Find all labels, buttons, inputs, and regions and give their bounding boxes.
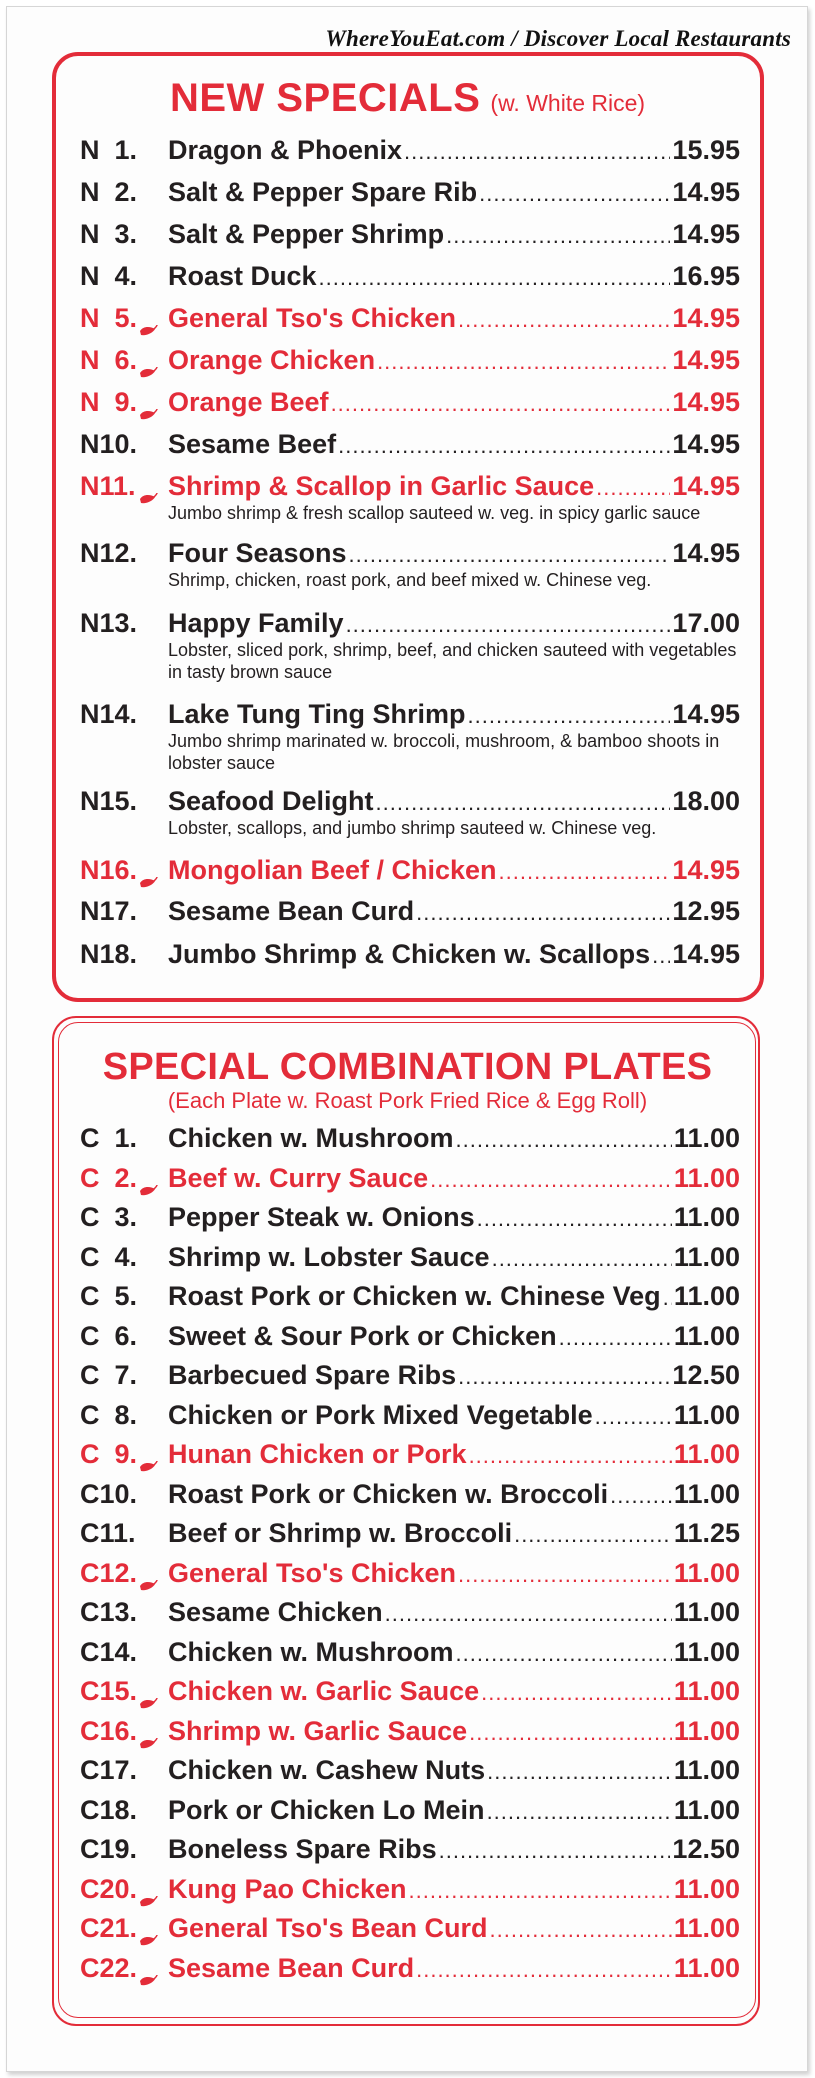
hot-pepper-icon <box>138 1724 158 1738</box>
dot-leader <box>416 895 670 931</box>
item-description: Lobster, scallops, and jumbo shrimp sauteed w. Chinese veg. <box>168 818 657 838</box>
menu-item-row <box>80 258 740 294</box>
menu-item-row <box>80 132 740 168</box>
menu-item-row <box>80 1397 740 1433</box>
item-code: N 5. <box>80 303 138 333</box>
dot-leader <box>346 607 671 643</box>
item-price: 12.50 <box>672 1360 740 1390</box>
item-price: 11.00 <box>673 1636 740 1667</box>
item-line <box>168 605 740 643</box>
item-line <box>168 426 740 464</box>
item-code: C11. <box>80 1518 136 1548</box>
item-name: Pork or Chicken Lo Mein <box>168 1794 485 1825</box>
dot-leader <box>404 134 670 170</box>
item-code: C 8. <box>80 1399 138 1430</box>
item-name: Chicken w. Mushroom <box>168 1123 454 1153</box>
dot-leader <box>469 1438 672 1474</box>
item-name: Boneless Spare Ribs <box>168 1834 437 1864</box>
item-name: Sesame Beef <box>168 429 337 459</box>
item-name: General Tso's Chicken <box>168 1557 457 1588</box>
hot-pepper-icon <box>138 1921 158 1935</box>
item-price: 11.00 <box>673 1794 740 1825</box>
dot-leader <box>487 1794 672 1830</box>
item-price: 11.00 <box>673 1755 740 1785</box>
dot-leader <box>469 1715 672 1751</box>
menu-item-row <box>80 1318 740 1354</box>
menu-item-row <box>80 605 740 641</box>
hot-pepper-icon <box>138 1961 158 1975</box>
dot-leader <box>499 854 671 890</box>
menu-item-row <box>80 1515 740 1551</box>
dot-leader <box>514 1517 672 1553</box>
item-name: Chicken w. Garlic Sauce <box>168 1676 480 1706</box>
dot-leader <box>596 470 670 506</box>
menu-item-row <box>80 1436 740 1472</box>
menu-item-row <box>80 1555 740 1591</box>
dot-leader <box>376 785 671 821</box>
dot-leader <box>652 938 670 974</box>
item-price: 14.95 <box>672 387 740 417</box>
item-code: N 9. <box>80 387 138 417</box>
item-name: Roast Pork or Chicken w. Chinese Veg <box>168 1281 661 1311</box>
item-line <box>168 1792 740 1830</box>
item-price: 11.00 <box>673 1320 740 1351</box>
item-code: N14. <box>80 699 138 729</box>
item-code: C 3. <box>80 1202 138 1232</box>
item-price: 11.00 <box>673 1873 740 1904</box>
item-line <box>168 1278 740 1316</box>
menu-item-row <box>80 1120 740 1156</box>
item-price: 11.00 <box>673 1399 740 1430</box>
item-price: 11.00 <box>673 1281 740 1311</box>
item-price: 14.95 <box>672 219 740 249</box>
item-code: C16. <box>80 1715 138 1746</box>
item-price: 12.50 <box>672 1834 740 1864</box>
dot-leader <box>331 386 671 422</box>
item-code: N16. <box>80 855 138 885</box>
item-name: Mongolian Beef / Chicken <box>168 855 497 885</box>
item-code: C 1. <box>80 1123 138 1153</box>
menu-item-row <box>80 936 740 972</box>
menu-item-row <box>80 1199 740 1235</box>
menu-item-row <box>80 342 740 378</box>
item-description: Shrimp, chicken, roast pork, and beef mixed w. Chinese veg. <box>168 570 652 590</box>
item-name: Roast Duck <box>168 261 317 291</box>
menu-item-row <box>80 1476 740 1512</box>
item-line <box>168 1476 740 1514</box>
item-line <box>168 1910 740 1948</box>
dot-leader <box>439 1833 671 1869</box>
item-name: Orange Beef <box>168 387 329 417</box>
menu-item-row <box>80 300 740 336</box>
menu-item-row <box>80 852 740 888</box>
menu-item-row <box>80 1871 740 1907</box>
item-price: 11.00 <box>673 1439 740 1469</box>
menu-item-row <box>80 1713 740 1749</box>
item-name: Beef w. Curry Sauce <box>168 1162 429 1193</box>
hot-pepper-icon <box>138 1447 158 1461</box>
dot-leader <box>492 1241 672 1277</box>
item-price: 14.95 <box>672 345 740 375</box>
item-price: 14.95 <box>672 303 740 333</box>
item-code: C10. <box>80 1478 138 1509</box>
dot-leader <box>409 1873 672 1909</box>
item-code: C19. <box>80 1834 138 1864</box>
item-name: Chicken w. Mushroom <box>168 1636 454 1667</box>
menu-item-row <box>80 535 740 571</box>
item-name: Sesame Bean Curd <box>168 896 415 926</box>
item-price: 17.00 <box>672 608 740 638</box>
combo-plates-subtitle: (Each Plate w. Roast Pork Fried Rice & Egg Roll) <box>167 1088 648 1113</box>
item-code: C13. <box>80 1597 138 1627</box>
item-price: 11.00 <box>673 1715 740 1746</box>
item-price: 12.95 <box>672 896 740 926</box>
item-name: Sweet & Sour Pork or Chicken <box>168 1320 557 1351</box>
item-price: 11.00 <box>673 1676 740 1706</box>
dot-leader <box>377 344 670 380</box>
item-name: Beef or Shrimp w. Broccoli <box>168 1518 513 1548</box>
menu-item-row <box>80 1950 740 1986</box>
item-description: Lobster, sliced pork, shrimp, beef, and chicken sauteed with vegetables in tasty brown sauce <box>168 640 737 682</box>
dot-leader <box>487 1754 672 1790</box>
item-line <box>168 1318 740 1356</box>
item-price: 14.95 <box>672 429 740 459</box>
item-name: Shrimp w. Lobster Sauce <box>168 1241 490 1272</box>
item-description: Jumbo shrimp & fresh scallop sauteed w. veg. in spicy garlic sauce <box>168 503 701 523</box>
dot-leader <box>338 428 670 464</box>
item-name: Salt & Pepper Spare Rib <box>168 177 478 207</box>
site-header: WhereYouEat.com / Discover Local Restaurants <box>325 26 791 51</box>
item-line <box>168 1752 740 1790</box>
hot-pepper-icon <box>138 353 158 367</box>
item-price: 16.95 <box>672 261 740 291</box>
item-line <box>168 1120 740 1158</box>
dot-leader <box>456 1122 672 1158</box>
menu-item-row <box>80 1278 740 1314</box>
item-line <box>168 936 740 974</box>
item-code: N15. <box>80 786 138 816</box>
item-price: 14.95 <box>672 939 740 969</box>
item-line <box>168 893 740 931</box>
item-name: Kung Pao Chicken <box>168 1873 407 1904</box>
hot-pepper-icon <box>138 395 158 409</box>
item-code: C22. <box>80 1952 138 1983</box>
item-price: 11.25 <box>673 1518 740 1548</box>
item-line <box>168 1160 740 1198</box>
dot-leader <box>610 1478 672 1514</box>
item-price: 11.00 <box>673 1597 740 1627</box>
item-price: 14.95 <box>672 855 740 885</box>
new-specials-subtitle: (w. White Rice) <box>490 90 646 116</box>
item-line <box>168 342 740 380</box>
dot-leader <box>477 1201 672 1237</box>
item-code: C 4. <box>80 1241 138 1272</box>
item-code: N 2. <box>80 177 138 207</box>
dot-leader <box>456 1636 672 1672</box>
dot-leader <box>490 1912 672 1948</box>
dot-leader <box>385 1596 672 1632</box>
new-specials-title <box>0 76 815 121</box>
item-code: C17. <box>80 1755 138 1785</box>
menu-item-row <box>80 1673 740 1709</box>
menu-item-row <box>80 1160 740 1196</box>
menu-item-row <box>80 696 740 732</box>
menu-item-row <box>80 1831 740 1867</box>
item-line <box>168 1950 740 1988</box>
item-code: N 4. <box>80 261 138 291</box>
item-price: 11.00 <box>673 1913 740 1943</box>
item-code: N11. <box>80 471 136 501</box>
dot-leader <box>559 1320 672 1356</box>
menu-item-row <box>80 216 740 252</box>
menu-item-row <box>80 1634 740 1670</box>
item-price: 14.95 <box>672 177 740 207</box>
item-name: Shrimp w. Garlic Sauce <box>168 1715 468 1746</box>
item-code: N10. <box>80 429 138 459</box>
menu-item-row <box>80 1357 740 1393</box>
item-line <box>168 132 740 170</box>
item-code: N 3. <box>80 219 138 249</box>
item-line <box>168 1555 740 1593</box>
item-code: N18. <box>80 939 138 969</box>
item-code: C20. <box>80 1873 138 1904</box>
item-code: N17. <box>80 896 138 926</box>
item-price: 11.00 <box>673 1123 740 1153</box>
item-line <box>168 300 740 338</box>
item-name: Chicken or Pork Mixed Vegetable <box>168 1399 593 1430</box>
item-code: C 9. <box>80 1439 138 1469</box>
item-description: Jumbo shrimp marinated w. broccoli, mushroom, & bamboo shoots in lobster sauce <box>168 731 720 773</box>
item-line <box>168 1199 740 1237</box>
hot-pepper-icon <box>138 863 158 877</box>
dot-leader <box>458 1557 672 1593</box>
item-code: C 5. <box>80 1281 138 1311</box>
menu-item-row <box>80 783 740 819</box>
dot-leader <box>430 1162 672 1198</box>
item-line <box>168 1397 740 1435</box>
item-code: N13. <box>80 608 138 638</box>
menu-item-row <box>80 1752 740 1788</box>
item-code: C14. <box>80 1636 138 1667</box>
item-name: Four Seasons <box>168 538 347 568</box>
item-price: 11.00 <box>673 1952 740 1983</box>
item-line <box>168 1871 740 1909</box>
item-name: Roast Pork or Chicken w. Broccoli <box>168 1478 609 1509</box>
menu-item-row <box>80 893 740 929</box>
item-price: 18.00 <box>672 786 740 816</box>
dot-leader <box>458 1359 670 1395</box>
item-line <box>168 174 740 212</box>
item-name: Seafood Delight <box>168 786 374 816</box>
item-price: 11.00 <box>673 1557 740 1588</box>
item-price: 11.00 <box>673 1478 740 1509</box>
item-price: 11.00 <box>673 1162 740 1193</box>
item-price: 14.95 <box>672 538 740 568</box>
item-code: C 2. <box>80 1162 138 1193</box>
item-name: Shrimp & Scallop in Garlic Sauce <box>168 471 595 501</box>
menu-item-row <box>80 1910 740 1946</box>
item-code: C21. <box>80 1913 138 1943</box>
item-name: Happy Family <box>168 608 344 638</box>
dot-leader <box>595 1399 672 1435</box>
new-specials-heading: NEW SPECIALS <box>169 76 481 120</box>
item-line <box>168 1634 740 1672</box>
item-name: Orange Chicken <box>168 345 376 375</box>
dot-leader <box>416 1952 672 1988</box>
dot-leader <box>663 1280 672 1316</box>
item-name: Hunan Chicken or Pork <box>168 1439 467 1469</box>
item-line <box>168 696 740 734</box>
hot-pepper-icon <box>138 1171 158 1185</box>
item-code: C15. <box>80 1676 138 1706</box>
menu-item-row <box>80 1239 740 1275</box>
menu-item-row <box>80 174 740 210</box>
menu-item-row <box>80 1594 740 1630</box>
item-code: C18. <box>80 1794 138 1825</box>
item-code: N 6. <box>80 345 138 375</box>
item-name: General Tso's Chicken <box>168 303 457 333</box>
item-line <box>168 1673 740 1711</box>
dot-leader <box>468 698 671 734</box>
item-code: C12. <box>80 1557 138 1588</box>
item-name: Dragon & Phoenix <box>168 135 403 165</box>
item-name: Sesame Bean Curd <box>168 1952 415 1983</box>
hot-pepper-icon <box>138 311 158 325</box>
menu-item-row <box>80 384 740 420</box>
item-line <box>168 258 740 296</box>
menu-item-row <box>80 468 740 504</box>
hot-pepper-icon <box>138 1566 158 1580</box>
item-line <box>168 1594 740 1632</box>
dot-leader <box>458 302 670 338</box>
item-name: General Tso's Bean Curd <box>168 1913 488 1943</box>
menu-item-row <box>80 426 740 462</box>
item-code: N 1. <box>80 135 138 165</box>
hot-pepper-icon <box>138 1684 158 1698</box>
item-line <box>168 216 740 254</box>
dot-leader <box>446 218 670 254</box>
item-name: Lake Tung Ting Shrimp <box>168 699 466 729</box>
item-code: C 6. <box>80 1320 138 1351</box>
dot-leader <box>481 1675 672 1711</box>
item-name: Pepper Steak w. Onions <box>168 1202 475 1232</box>
item-line <box>168 1515 740 1553</box>
menu-item-row <box>80 1792 740 1828</box>
combo-plates-heading: SPECIAL COMBINATION PLATES <box>102 1046 713 1088</box>
item-line <box>168 468 740 506</box>
item-line <box>168 1831 740 1869</box>
item-line <box>168 1436 740 1474</box>
hot-pepper-icon <box>138 479 158 493</box>
item-code: N12. <box>80 538 138 568</box>
item-name: Sesame Chicken <box>168 1597 383 1627</box>
item-line <box>168 1357 740 1395</box>
dot-leader <box>479 176 670 212</box>
item-price: 15.95 <box>672 135 740 165</box>
item-line <box>168 535 740 573</box>
item-name: Barbecued Spare Ribs <box>168 1360 457 1390</box>
dot-leader <box>349 537 671 573</box>
item-price: 11.00 <box>673 1241 740 1272</box>
item-name: Jumbo Shrimp & Chicken w. Scallops <box>168 939 651 969</box>
item-name: Salt & Pepper Shrimp <box>168 219 445 249</box>
item-price: 11.00 <box>673 1202 740 1232</box>
item-line <box>168 852 740 890</box>
item-line <box>168 384 740 422</box>
item-line <box>168 1713 740 1751</box>
item-line <box>168 783 740 821</box>
item-name: Chicken w. Cashew Nuts <box>168 1755 486 1785</box>
item-price: 14.95 <box>672 699 740 729</box>
dot-leader <box>319 260 671 296</box>
item-code: C 7. <box>80 1360 138 1390</box>
item-line <box>168 1239 740 1277</box>
hot-pepper-icon <box>138 1882 158 1896</box>
item-price: 14.95 <box>672 471 740 501</box>
